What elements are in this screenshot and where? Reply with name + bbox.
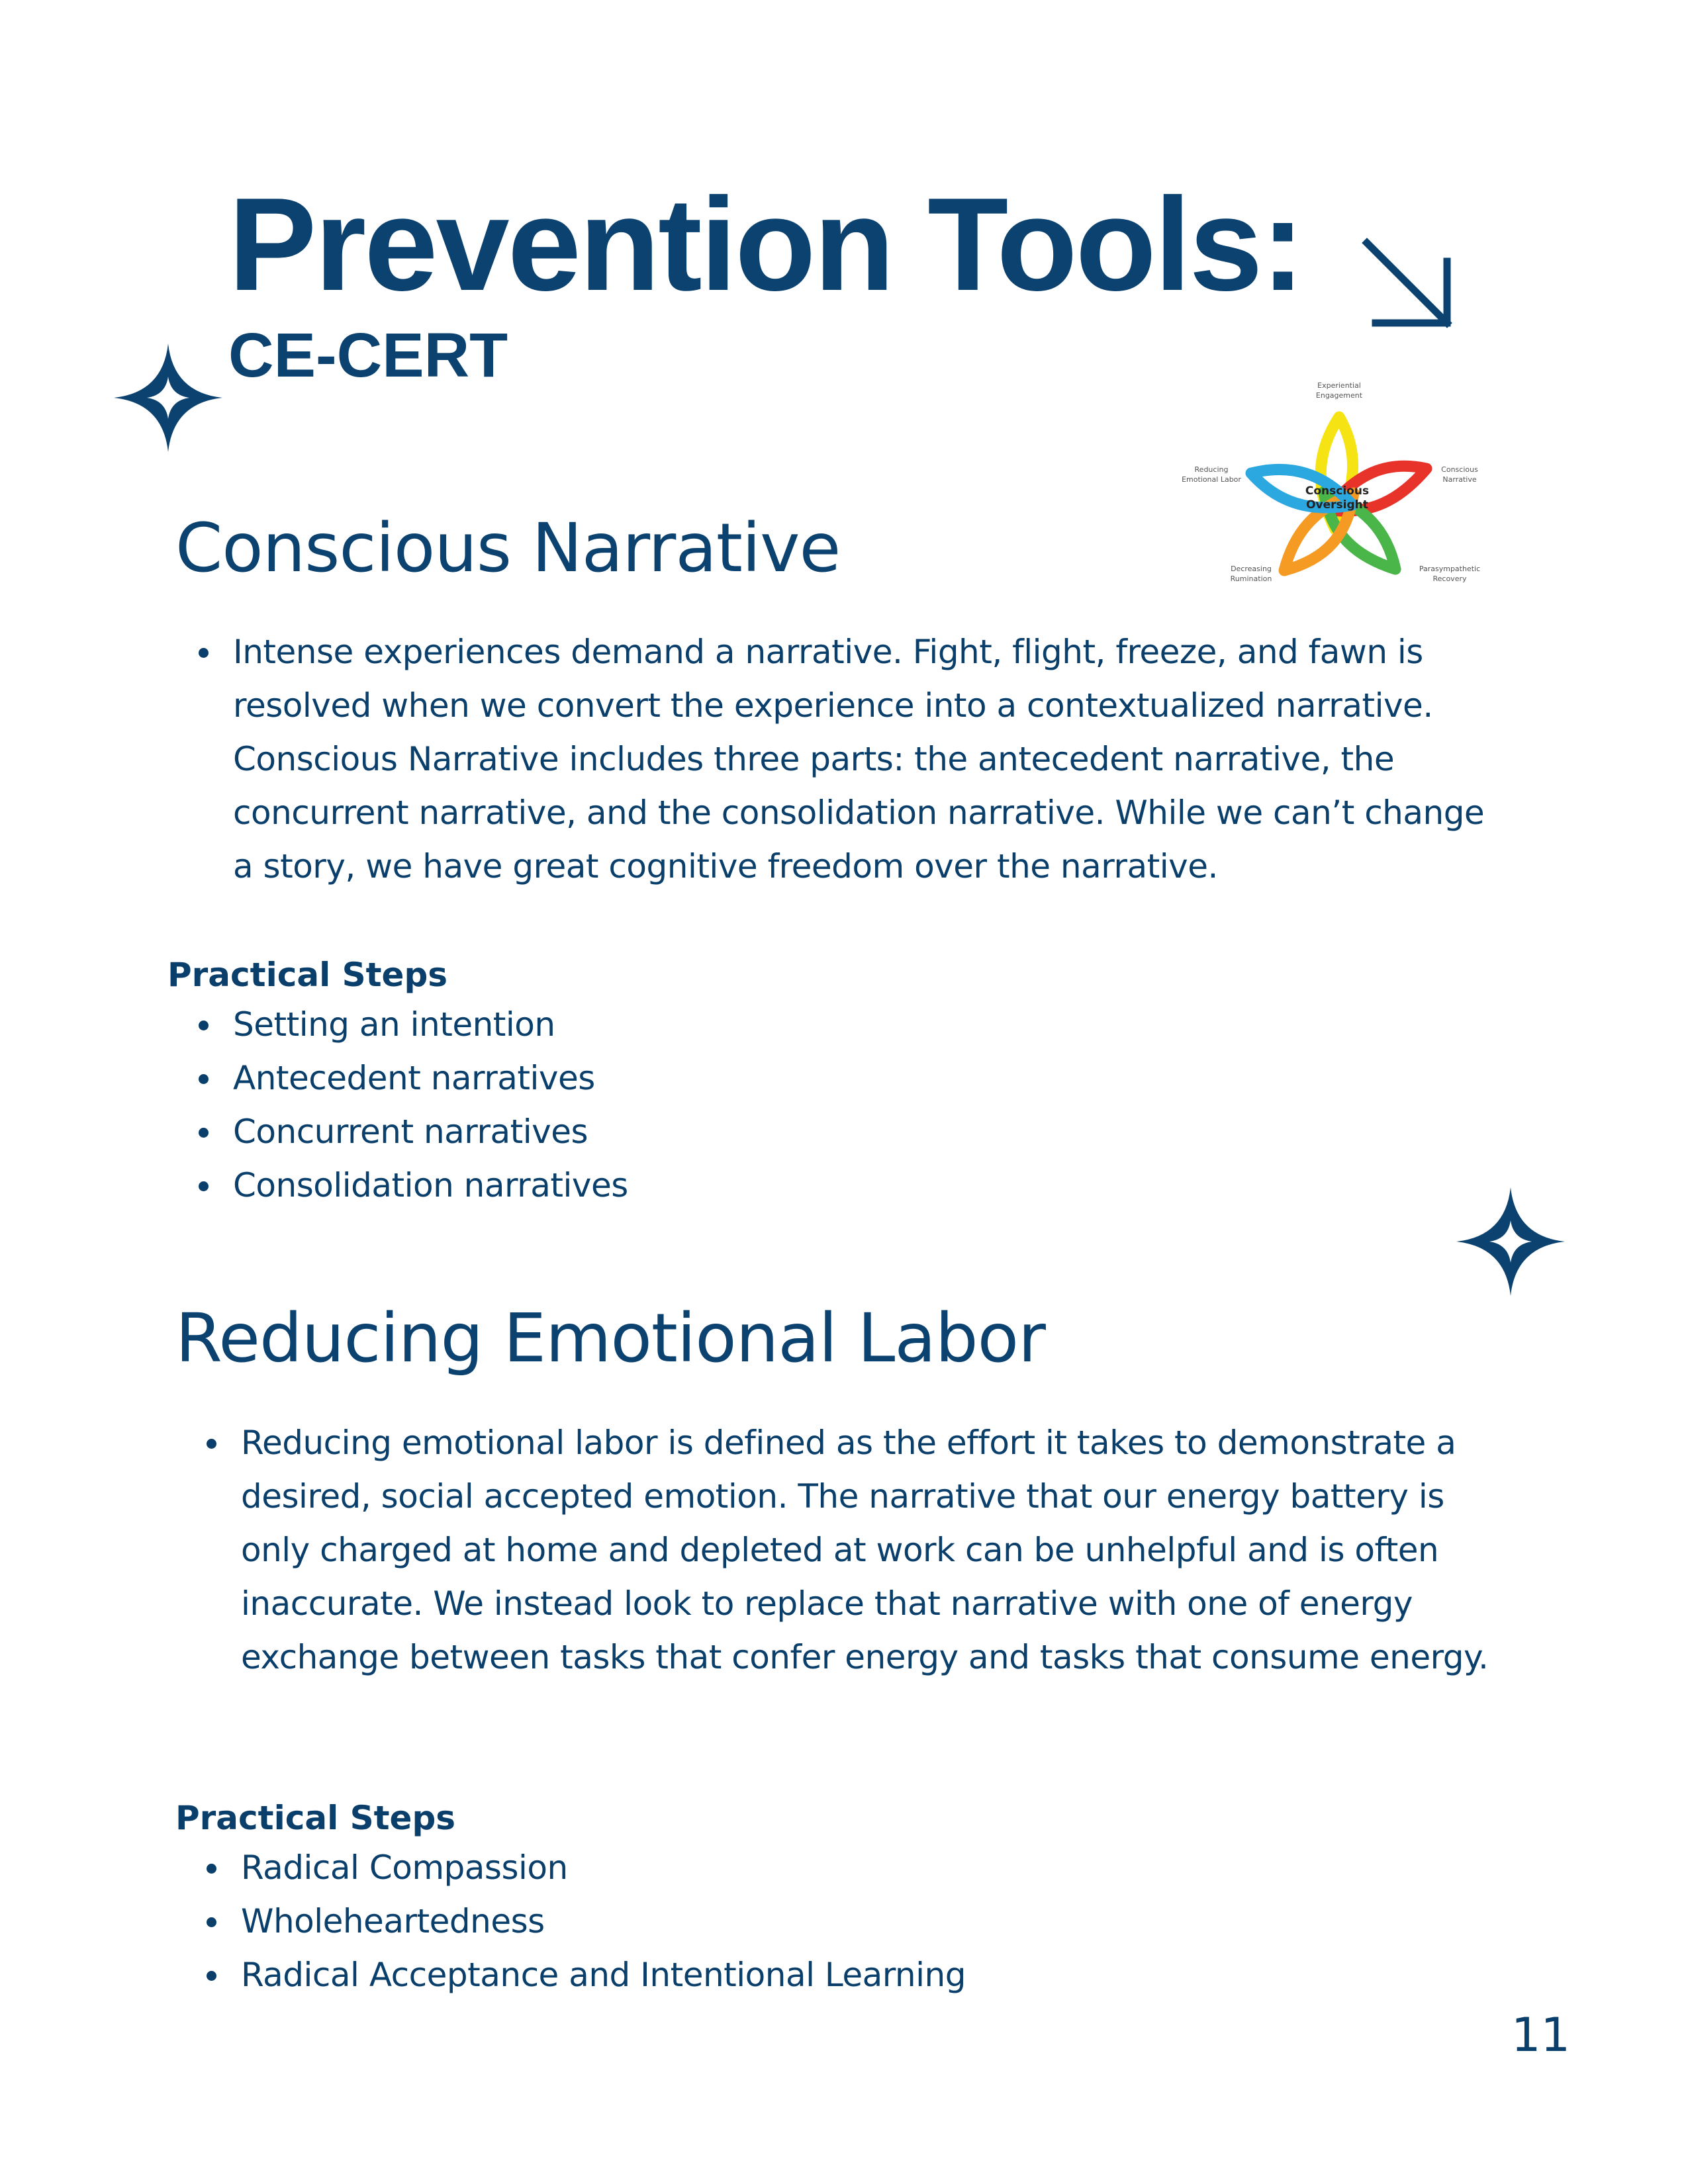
diagram-label: Reducing xyxy=(1194,465,1229,474)
diagram-label: Parasympathetic xyxy=(1419,565,1481,573)
diagram-center-label: Oversight xyxy=(1306,498,1368,512)
section2-steps-list xyxy=(241,1841,966,2002)
arrow-down-right-icon xyxy=(1357,235,1456,334)
diagram-label: Emotional Labor xyxy=(1182,475,1241,484)
diagram-label: Recovery xyxy=(1432,574,1467,583)
page-number: 11 xyxy=(1511,2008,1571,2062)
diagram-label: Conscious xyxy=(1441,465,1478,474)
list-item: Radical Compassion xyxy=(241,1841,966,1895)
section2-description-list xyxy=(241,1416,1499,1684)
list-item: Setting an intention xyxy=(233,998,628,1052)
section2-paragraph: Reducing emotional labor is defined as the effort it takes to demonstrate a desired, social accepted emotion. The narrative that our energy battery is only charged at home and depleted at work can be unhelpful and is often inaccurate. We instead look to replace that narrative with one of energy exchange between tasks that confer energy and tasks that consume energy. xyxy=(241,1416,1499,1684)
section-heading-conscious-narrative: Conscious Narrative xyxy=(175,509,841,588)
list-item: Consolidation narratives xyxy=(233,1159,628,1212)
section1-steps-title: Practical Steps xyxy=(167,956,448,994)
page-subtitle: CE-CERT xyxy=(228,320,508,390)
diagram-center-label: Conscious xyxy=(1305,484,1370,498)
list-item: Antecedent narratives xyxy=(233,1052,628,1105)
sparkle-icon xyxy=(111,341,225,455)
diagram-label: Narrative xyxy=(1442,475,1477,484)
list-item: Concurrent narratives xyxy=(233,1105,628,1159)
list-item: Wholeheartedness xyxy=(241,1895,966,1948)
section-heading-reducing-emotional-labor: Reducing Emotional Labor xyxy=(175,1299,1045,1378)
section2-steps-title: Practical Steps xyxy=(175,1799,456,1837)
sparkle-icon xyxy=(1454,1185,1568,1298)
ce-cert-diagram xyxy=(1168,374,1499,592)
diagram-label: Experiential xyxy=(1317,381,1361,390)
section1-paragraph: Intense experiences demand a narrative. Fight, flight, freeze, and fawn is resolved when we convert the experience into a contextualized narrative. Conscious Narrative includes three parts: the antecedent narrative, the concurrent narrative, and the consolidation narrative. While we can’t change a story, we have great cognitive freedom over the narrative. xyxy=(233,625,1491,893)
list-item: Radical Acceptance and Intentional Learning xyxy=(241,1948,966,2002)
diagram-label: Rumination xyxy=(1230,574,1272,583)
section1-steps-list xyxy=(233,998,628,1212)
section1-description-list xyxy=(233,625,1491,893)
diagram-label: Engagement xyxy=(1315,391,1363,400)
diagram-label: Decreasing xyxy=(1231,565,1272,573)
page-title: Prevention Tools: xyxy=(228,171,1303,318)
